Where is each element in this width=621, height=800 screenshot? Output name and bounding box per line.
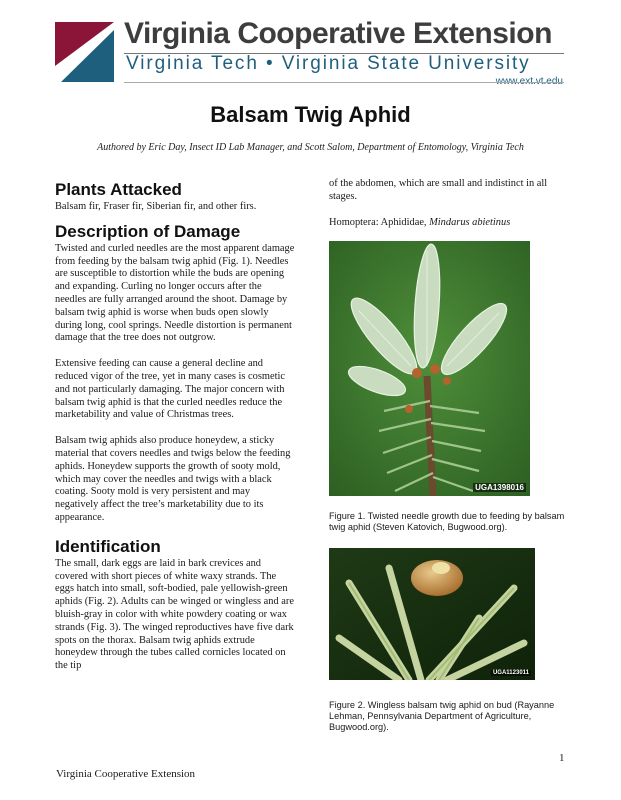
university-names: Virginia Tech • Virginia State University (126, 53, 531, 74)
figure-2-image-id: UGA1123011 (492, 670, 529, 677)
authors-line: Authored by Eric Day, Insect ID Lab Manager, and Scott Salom, Department of Entomology, Virginia Tech (97, 142, 524, 153)
figure-1-photo (329, 241, 530, 496)
figure-1-image-id: UGA1398016 (475, 483, 524, 493)
page-title: Balsam Twig Aphid (210, 102, 411, 127)
fir-twig-curled-needles-image (329, 241, 530, 496)
damage-paragraph-2: Extensive feeding can cause a general decline and reduced vigor of the tree, yet in many cases is cosmetic and not particularly damaging. The major concern with balsam twig aphid is that the curled needles reduce the marketability and value of Christmas trees. (55, 358, 285, 421)
taxonomy-order: Homoptera: Aphididae, (329, 216, 430, 228)
left-column (55, 180, 295, 673)
header-divider-lower (124, 82, 564, 83)
figure-1-caption: Figure 1. Twisted needle growth due to feeding by balsam twig aphid (Steven Katovich, Bugwood.org). (329, 511, 565, 533)
heading-identification: Identification (55, 536, 161, 556)
identification-paragraph-1: The small, dark eggs are laid in bark crevices and covered with short pieces of white waxy strands. The eggs hatch into small, soft-bodied, pale yellowish-green aphids (Fig. 2). Adults can be winged or wingless and are bluish-gray in color with white powdery coating or wax strands (Fig. 3). The winged reproductives have five dark spots on the thorax. Balsam twig aphids extrude honeydew through the tubes called cornicles located on the tip (55, 557, 294, 672)
identification-paragraph-cont: of the abdomen, which are small and indistinct in all stages. (329, 178, 548, 202)
damage-paragraph-1: Twisted and curled needles are the most apparent damage from feeding by the balsam twig aphid (Fig. 1). Needles are susceptible to distortion while the buds are opening and expanding. Curling no longer occurs after the needles are fully arranged around the shoot. Damage by balsam twig aphid is worse when buds open slowly during long, cool springs. Needle distortion is permanent damage that the tree does not outgrow. (55, 242, 295, 344)
figure-2-photo (329, 548, 535, 680)
damage-paragraph-3: Balsam twig aphids also produce honeydew, a sticky material that covers needles and twigs below the feeding aphids. Honeydew supports the growth of sooty mold, which may cover the needles and twigs with a black coating. Sooty mold is very persistent and may negatively affect the tree’s marketability due to its appearance. (55, 435, 291, 523)
taxonomy-line (329, 217, 569, 230)
plants-attacked-text: Balsam fir, Fraser fir, Siberian fir, and other firs. (55, 201, 257, 212)
figure-2-caption: Figure 2. Wingless balsam twig aphid on bud (Rayanne Lehman, Pennsylvania Department of Agriculture, Bugwood.org). (329, 700, 555, 733)
page-number: 1 (559, 752, 565, 764)
taxonomy-species: Mindarus abietinus (429, 216, 511, 228)
footer-org: Virginia Cooperative Extension (56, 768, 196, 780)
heading-description-of-damage: Description of Damage (55, 221, 241, 241)
aphid-on-bud-image (329, 548, 535, 680)
heading-plants-attacked: Plants Attacked (55, 180, 182, 199)
vce-logo-mark (55, 22, 114, 82)
org-name: Virginia Cooperative Extension (124, 17, 552, 50)
right-column (329, 178, 569, 733)
